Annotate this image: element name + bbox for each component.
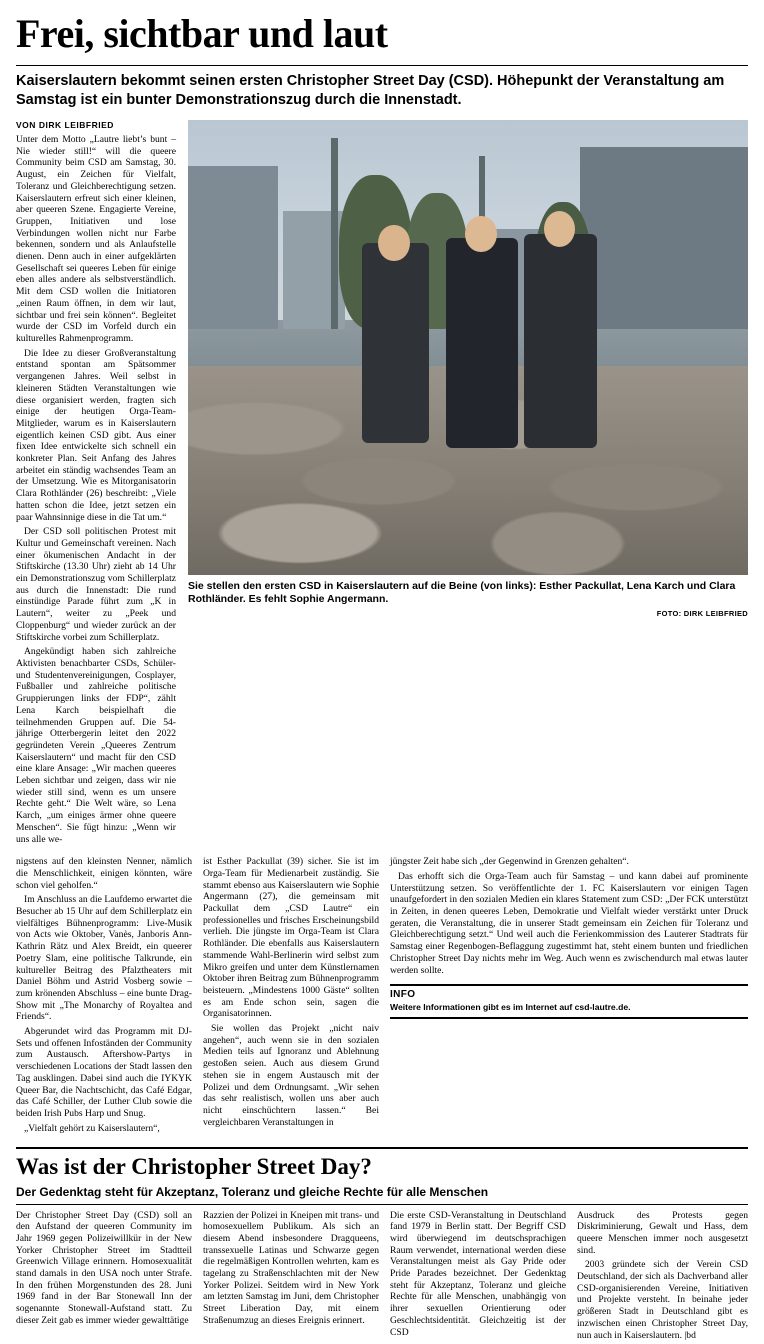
info-box-title: INFO: [390, 989, 416, 1001]
paragraph: ist Esther Packullat (39) sicher. Sie ist im Orga-Team für Medienarbeit zuständig. Sie stammt ebenso aus Kaiserslautern wie Sophie Angermann (27), die gemeinsam mit Packullat dem „CSD Lautre“ ein professionelles und frisches Erscheinungsbild verlieh. Die jüngste im Orga-Team ist Clara Rothländer. Die ebenfalls aus Kaiserslautern stammende Wahl-Berlinerin wird selbst zum Mikro greifen und unter dem Künstlernamen Oktober ihren Beitrag zum Bühnenprogramm beisteuern. „Mindestens 1000 Gäste“ sollten es am Ende schon sein, sagen die Organisatorinnen.: [203, 856, 379, 1020]
photo-block: [188, 120, 748, 618]
article-photo: [188, 120, 748, 575]
paragraph: 2003 gründete sich der Verein CSD Deutschland, der sich als Dachverband aller CSD-organisierenden Vereine, Initiativen und Projekte versteht. In beinahe jeder größeren Stadt in Deutschland gibt es inzwischen einen Christopher Street Day, nun auch in Kaiserslautern. |bd: [577, 1259, 748, 1341]
paragraph: Razzien der Polizei in Kneipen mit trans- und homosexuellem Publikum. Als sich an diesem Abend insbesondere Dragqueens, transsexuelle Latinas und Schwarze gegen die regelmäßigen Kontrollen wehrten, kam es tagelang zu Straßenschlachten mit der New Yorker Polizei. Seitdem wird in New York am letzten Samstag im Juni, dem Christopher Street Liberation Day, mit einem Straßenumzug an dieses Ereignis erinnert.: [203, 1209, 379, 1326]
bottom-column-3: [390, 1210, 566, 1344]
column-3: [203, 856, 379, 1137]
bottom-column-4-text: [577, 1210, 748, 1342]
column-2: [16, 856, 192, 1137]
paragraph: nigstens auf den kleinsten Nenner, nämlich die Menschlichkeit, einigen könnten, wäre schon viel geholfen.“: [16, 856, 192, 891]
paragraph: jüngster Zeit habe sich „der Gegenwind in Grenzen gehalten“.: [390, 856, 629, 868]
info-box: [390, 984, 748, 1019]
column-4: [390, 856, 748, 1137]
photo-person-esther: [362, 243, 429, 443]
paragraph: Unter dem Motto „Lautre liebt’s bunt – Nie wieder still!“ will die queere Community beim CSD am Samstag, 30. August, ein Zeichen für Vielfalt, Toleranz und Gleichberechtigung setzen. Kaiserslautern erfreut sich einer kleinen, aber queeren Szene. Engagierte Vereine, Gruppen, Initiativen und lose Verbindungen wollen nicht nur Farbe bekennen, sondern und als Anlaufstelle dienen. Denn auch in einer aufgeklärten Gesellschaft sei queeres Leben für einige eben alles andere als selbstverständlich. Mit dem CSD wollen die Initiatoren „einen Raum öffnen, in dem wir laut, sichtbar und frei sein können“. Begleitet wurde der CSD im Vorfeld durch ein kulturelles Rahmenprogramm.: [16, 134, 176, 344]
photo-person-esther-head: [378, 225, 409, 261]
photo-credit: FOTO: DIRK LEIBFRIED: [656, 608, 748, 618]
column-1-text: [16, 134, 176, 845]
paragraph: Angekündigt haben sich zahlreiche Aktivisten benachbarter CSDs, Schüler- und Studentenvereinigungen, Cosplayer, Fußballer und zahlreiche politische Gruppierungen links der FDP“, zählt Lena Karch beispielhaft die teilnehmenden Gruppen auf. Die 54-jährige Otterbergerin leitet den 2022 gegründeten Verein „Queeres Zentrum Kaiserslautern“ und macht für den CSD eine klare Ansage: „Wir machen queeres Leben sichtbar und zeigen, dass wir nie wieder still sind, wenn es um unsere Rechte geht.“ Die Welt wäre, so Lena Karch, „um einiges ärmer ohne queere Menschen“. Sie fügt hinzu: „Wenn wir uns alle we-: [16, 646, 176, 845]
column-3-text: [203, 856, 379, 1128]
divider-section: [16, 1147, 748, 1149]
photo-person-lena: [446, 238, 519, 447]
photo-building-left: [188, 166, 278, 330]
paragraph: Die erste CSD-Veranstaltung in Deutschland fand 1979 in Berlin statt. Der Begriff CSD wird überwiegend im deutschsprachigen Raum verwendet, international werden diese Veranstaltungen meist als Gay Pride oder Pride Parades bezeichnet. Der Gedenktag steht für Akzeptanz, Toleranz und gleiche Rechte für alle Menschen, unabhängig von ihrer sexuellen Orientierung oder Geschlechtsidentität. Gleichzeitig ist der CSD: [390, 1209, 566, 1338]
bottom-column-3-text: [390, 1210, 566, 1339]
paragraph: Abgerundet wird das Programm mit DJ-Sets und offenen Infoständen der Community zum Austausch. Aftershow-Partys in verschiedenen Locations der Stadt lassen den Tag ausklingen. Dabei sind auch die IYKYK Queer Bar, die Nachtschicht, das Café Edgar, das Café Schiller, der Luther Club sowie die beiden Irish Pubs Harp und Snug.: [16, 1026, 192, 1119]
page-title: Frei, sichtbar und laut: [16, 11, 388, 56]
photo-lamp-post: [331, 138, 338, 329]
column-4-text: [390, 856, 748, 976]
bottom-column-2: [203, 1210, 379, 1344]
divider-top: [16, 65, 748, 66]
top-section: [16, 120, 748, 848]
lower-columns: [16, 856, 748, 1137]
secondary-title: Was ist der Christopher Street Day?: [16, 1154, 372, 1180]
info-box-text: Weitere Informationen gibt es im Internet auf csd-lautre.de.: [390, 1002, 631, 1013]
bottom-columns: [16, 1210, 748, 1344]
bottom-column-1: [16, 1210, 192, 1344]
photo-person-clara: [524, 234, 597, 448]
secondary-subhead: Der Gedenktag steht für Akzeptanz, Toleranz und gleiche Rechte für alle Menschen: [16, 1184, 489, 1199]
photo-caption: Sie stellen den ersten CSD in Kaiserslautern auf die Beine (von links): Esther Packullat, Lena Karch und Clara Rothländer. Es fehlt Sophie Angermann.: [188, 580, 736, 606]
paragraph: Das erhofft sich die Orga-Team auch für Samstag – und kann dabei auf prominente Unterstützung setzen. So veröffentlichte der 1. FC Kaiserslautern vor einigen Tagen unaufgefordert in den sozialen Medien ein klares Statement zum CSD: „Der FCK unterstützt in Zeiten, in denen queeres Leben, Demokratie und Vielfalt wieder verstärkt unter Druck geraten, die Veranstaltung, die in unserer Stadt gemeinsam ein Zeichen für Toleranz und Gleichberechtigung setzt.“ Und weil auch die Ferienkommission des Lauterer Stadtrats für Samstag einer Regenbogen-Beflaggung zugestimmt hat, steht einem bunten und friedlichen Christopher Street Day nichts mehr im Weg. Auch wenn es zwischendurch mal etwas lauter werden sollte.: [390, 870, 748, 976]
paragraph: Der CSD soll politischen Protest mit Kultur und Gemeinschaft vereinen. Nach einer ökumenischen Andacht in der Stiftskirche (13.30 Uhr) zieht ab 14 Uhr ein Demonstrationszug vom Schillerplatz aus durch die Innenstadt: Die rund einstündige Parade führt zum „K in Lautern“, weiter zu „Peek und Cloppenburg“ und wieder zurück an der Stiftskirche vorbei zum Schillerplatz.: [16, 526, 176, 643]
divider-secondary: [16, 1204, 748, 1205]
bottom-column-1-text: [16, 1210, 192, 1327]
paragraph: Die Idee zu dieser Großveranstaltung entstand spontan am Spätsommer vergangenen Jahres. Weil selbst in kleineren Städten Veranstaltungen wie diese organisiert werden, fragten sich einige der heutigen Orga-Team-Mitglieder, warum es in Kaiserslautern eigentlich keinen CSD gibt. Aus einer fixen Idee entwickelte sich schnell ein konkreter Plan. Seit Anfang des Jahres arbeitet ein ständig wachsendes Team an der Umsetzung. Wie es Mitorganisatorin Clara Rothländer (26) beschreibt: „Viele hatten schon die Idee, jetzt setzen ein paar Wahnsinnige diese in die Tat um.“: [16, 347, 176, 523]
photo-building-right: [580, 147, 748, 329]
paragraph: Der Christopher Street Day (CSD) soll an den Aufstand der queeren Community im Jahr 1969 gegen Polizeiwillkür in der New Yorker Christopher Street im Stadtteil Greenwich Village erinnern. Homosexualität stand damals in den USA noch unter Strafe. In den frühen Morgenstunden des 28. Juni 1969 fand in der Bar Stonewall Inn der sogenannte Stonewall-Aufstand statt. Zu dieser Zeit gab es immer wieder gewalttätige: [16, 1209, 192, 1326]
byline: VON DIRK LEIBFRIED: [16, 120, 114, 131]
photo-person-clara-head: [544, 211, 575, 247]
column-1: [16, 120, 176, 848]
column-2-text: [16, 856, 192, 1134]
bottom-column-2-text: [203, 1210, 379, 1327]
photo-person-lena-head: [465, 216, 496, 252]
paragraph: Im Anschluss an die Laufdemo erwartet die Besucher ab 15 Uhr auf dem Schillerplatz ein vielfältiges Bühnenprogramm: Live-Musik von Acts wie Oktober, Vanès, Janboris Ann-Kathrin Rätz und Alex Breidt, ein queerer Poetry Slam, eine politische Talkrunde, ein kultureller Beitrag des Pfalztheaters mit Daniel Böhm und Astrid Vosberg sowie – zum krönenden Abschluss – eine bunte Drag-Show mit „The Monarchy of Royaltea and Friends“.: [16, 894, 192, 1023]
paragraph: Ausdruck des Protests gegen Diskriminierung, Gewalt und Hass, dem queere Menschen immer noch ausgesetzt sind.: [577, 1209, 748, 1256]
paragraph: „Vielfalt gehört zu Kaiserslautern“,: [24, 1122, 160, 1134]
bottom-column-4: [577, 1210, 748, 1344]
paragraph: Sie wollen das Projekt „nicht naiv angehen“, auch wenn sie in den sozialen Medien teils auf Ignoranz und Ablehnung gestoßen seien. Auch aus diesem Grund stehen sie in engem Austausch mit der Polizei und dem Ordnungsamt. „Wir sehen das sehr realistisch, wollen uns aber auch nicht einschüchtern lassen.“ Bei vergleichbaren Veranstaltungen in: [203, 1023, 379, 1128]
article-subhead: Kaiserslautern bekommt seinen ersten Christopher Street Day (CSD). Höhepunkt der Veranstaltung am Samstag ist ein bunter Demonstrationszug durch die Innenstadt.: [16, 72, 725, 108]
